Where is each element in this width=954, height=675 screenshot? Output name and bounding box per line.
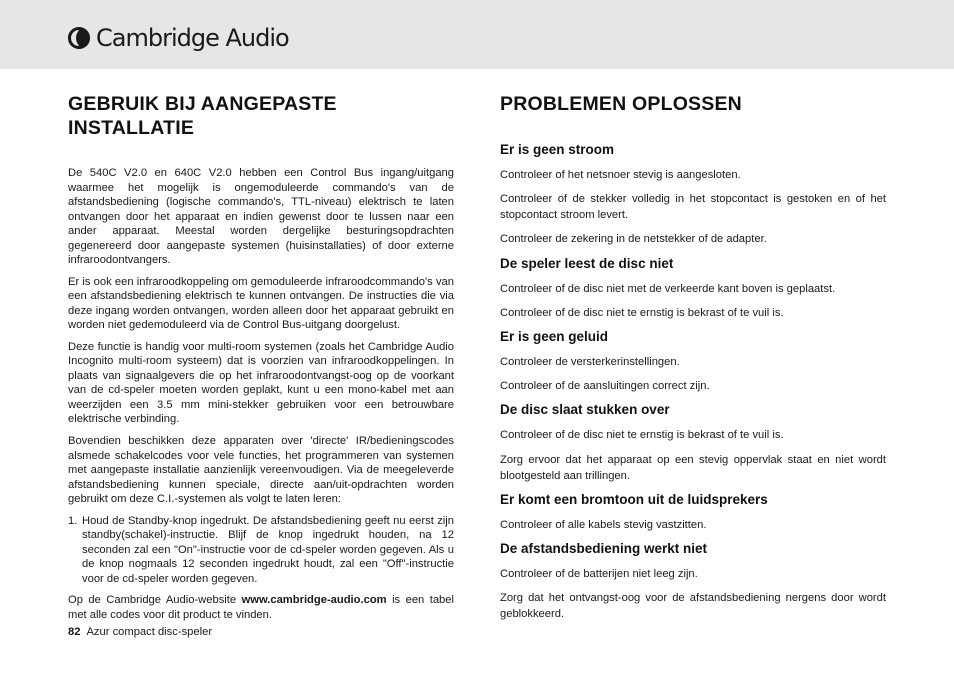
page-header xyxy=(0,0,954,69)
troubleshoot-section xyxy=(500,402,886,483)
section-item: Controleer of het netsnoer stevig is aangesloten. xyxy=(500,169,741,181)
cambridge-audio-logo-icon xyxy=(68,27,90,49)
installation-paragraph: Bovendien beschikken deze apparaten over 'directe' IR/bedieningscodes alsmede schakelcodes voor vele functies, het programmeren van systemen met aangepaste installatie aanzienlijk vereenvoudigen. Via de meegeleverde afstandsbediening kunnen speciale, directe aan/uit-opdrachten worden gebruikt om deze C.I.-systemen als volgt te laten leren: xyxy=(68,435,454,506)
section-item: Zorg dat het ontvangst-oog voor de afstandsbediening nergens door wordt geblokkeerd. xyxy=(500,592,886,621)
section-heading: Er is geen geluid xyxy=(500,328,609,344)
troubleshoot-section xyxy=(500,541,886,622)
installation-column xyxy=(68,92,454,629)
troubleshoot-section xyxy=(500,329,886,394)
section-item: Controleer de versterkerinstellingen. xyxy=(500,355,680,368)
step-number: 1. xyxy=(68,514,78,527)
brand-name: Cambridge Audio xyxy=(96,24,289,52)
troubleshoot-section xyxy=(500,142,886,247)
brand-logo xyxy=(68,24,289,52)
section-heading: De disc slaat stukken over xyxy=(500,402,670,418)
section-item: Controleer of de aansluitingen correct zijn. xyxy=(500,380,710,393)
section-heading: Er komt een bromtoon uit de luidsprekers xyxy=(500,491,768,507)
website-link[interactable]: www.cambridge-audio.com xyxy=(241,594,387,607)
troubleshoot-section xyxy=(500,256,886,321)
section-heading: De speler leest de disc niet xyxy=(500,255,674,271)
installation-paragraph: De 540C V2.0 en 640C V2.0 hebben een Control Bus ingang/uitgang waarmee het mogelijk is ongemoduleerde commando's van de afstandsbediening (logische commando's, TTL-niveau) elektrisch te laten ontvangen door het apparaat en indien gewenst door te lussen naar een ander apparaat. Meestal worden dergelijke besturingsopdrachten gegenereerd door aangepaste systemen (huisinstallaties) of door externe infraroodontvangers. xyxy=(68,167,454,266)
troubleshooting-column xyxy=(500,92,886,630)
website-note xyxy=(68,593,454,622)
installation-title: GEBRUIK BIJ AANGEPASTE INSTALLATIE xyxy=(68,93,337,139)
section-item: Controleer of de batterijen niet leeg zijn. xyxy=(500,567,698,580)
section-item: Controleer of alle kabels stevig vastzitten. xyxy=(500,518,707,531)
step-item xyxy=(68,514,454,587)
section-item: Zorg ervoor dat het apparaat op een stevig oppervlak staat en niet wordt blootgesteld aan trillingen. xyxy=(500,453,886,482)
step-list xyxy=(68,514,454,587)
website-note-before: Op de Cambridge Audio-website xyxy=(68,594,242,607)
page-number: 82 xyxy=(68,626,81,638)
section-item: Controleer of de disc niet te ernstig is bekrast of te vuil is. xyxy=(500,429,784,442)
installation-paragraph: Deze functie is handig voor multi-room systemen (zoals het Cambridge Audio Incognito multi-room systeem) dat is voorzien van infraroodkoppelingen. In plaats van signaalgevers die op het infraroodontvangst-oog op de voorkant van de cd-speler moeten worden geplakt, kunt u een mono-kabel met aan weerzijden een 3.5 mm mini-stekker gebruiken voor een betrouwbare elektrische verbinding. xyxy=(68,340,454,426)
footer-text: Azur compact disc-speler xyxy=(86,626,213,638)
page-footer xyxy=(68,625,212,639)
section-item: Controleer of de stekker volledig in het stopcontact is gestoken en of het stopcontact stroom levert. xyxy=(500,193,886,222)
troubleshoot-section xyxy=(500,492,886,533)
section-item: Controleer de zekering in de netstekker of de adapter. xyxy=(500,233,767,246)
installation-paragraph: Er is ook een infraroodkoppeling om gemoduleerde infraroodcommando's van een afstandsbediening elektrisch te kunnen ontvangen. De instructies die via deze ingang worden ontvangen, worden alleen door het apparaat gebruikt en worden niet gedemoduleerd via de Control Bus-uitgang doorgelust. xyxy=(68,275,454,332)
section-item: Controleer of de disc niet te ernstig is bekrast of te vuil is. xyxy=(500,306,784,319)
troubleshooting-title: PROBLEMEN OPLOSSEN xyxy=(500,93,742,115)
section-item: Controleer of de disc niet met de verkeerde kant boven is geplaatst. xyxy=(500,282,836,295)
section-heading: Er is geen stroom xyxy=(500,142,615,157)
section-heading: De afstandsbediening werkt niet xyxy=(500,540,708,556)
website-note-after: is een tabel met alle codes voor dit product te vinden. xyxy=(68,594,454,621)
step-text: Houd de Standby-knop ingedrukt. De afstandsbediening geeft nu eerst zijn standby(schakel)-instructie. Blijf de knop ingedrukt houden, na 12 seconden zal een "On"-instructie voor de cd-speler worden gegeven. Als u de knop nogmaals 12 seconden ingedrukt houdt, zal een "Off"-instructie voor de cd-speler worden gegeven. xyxy=(82,514,454,585)
